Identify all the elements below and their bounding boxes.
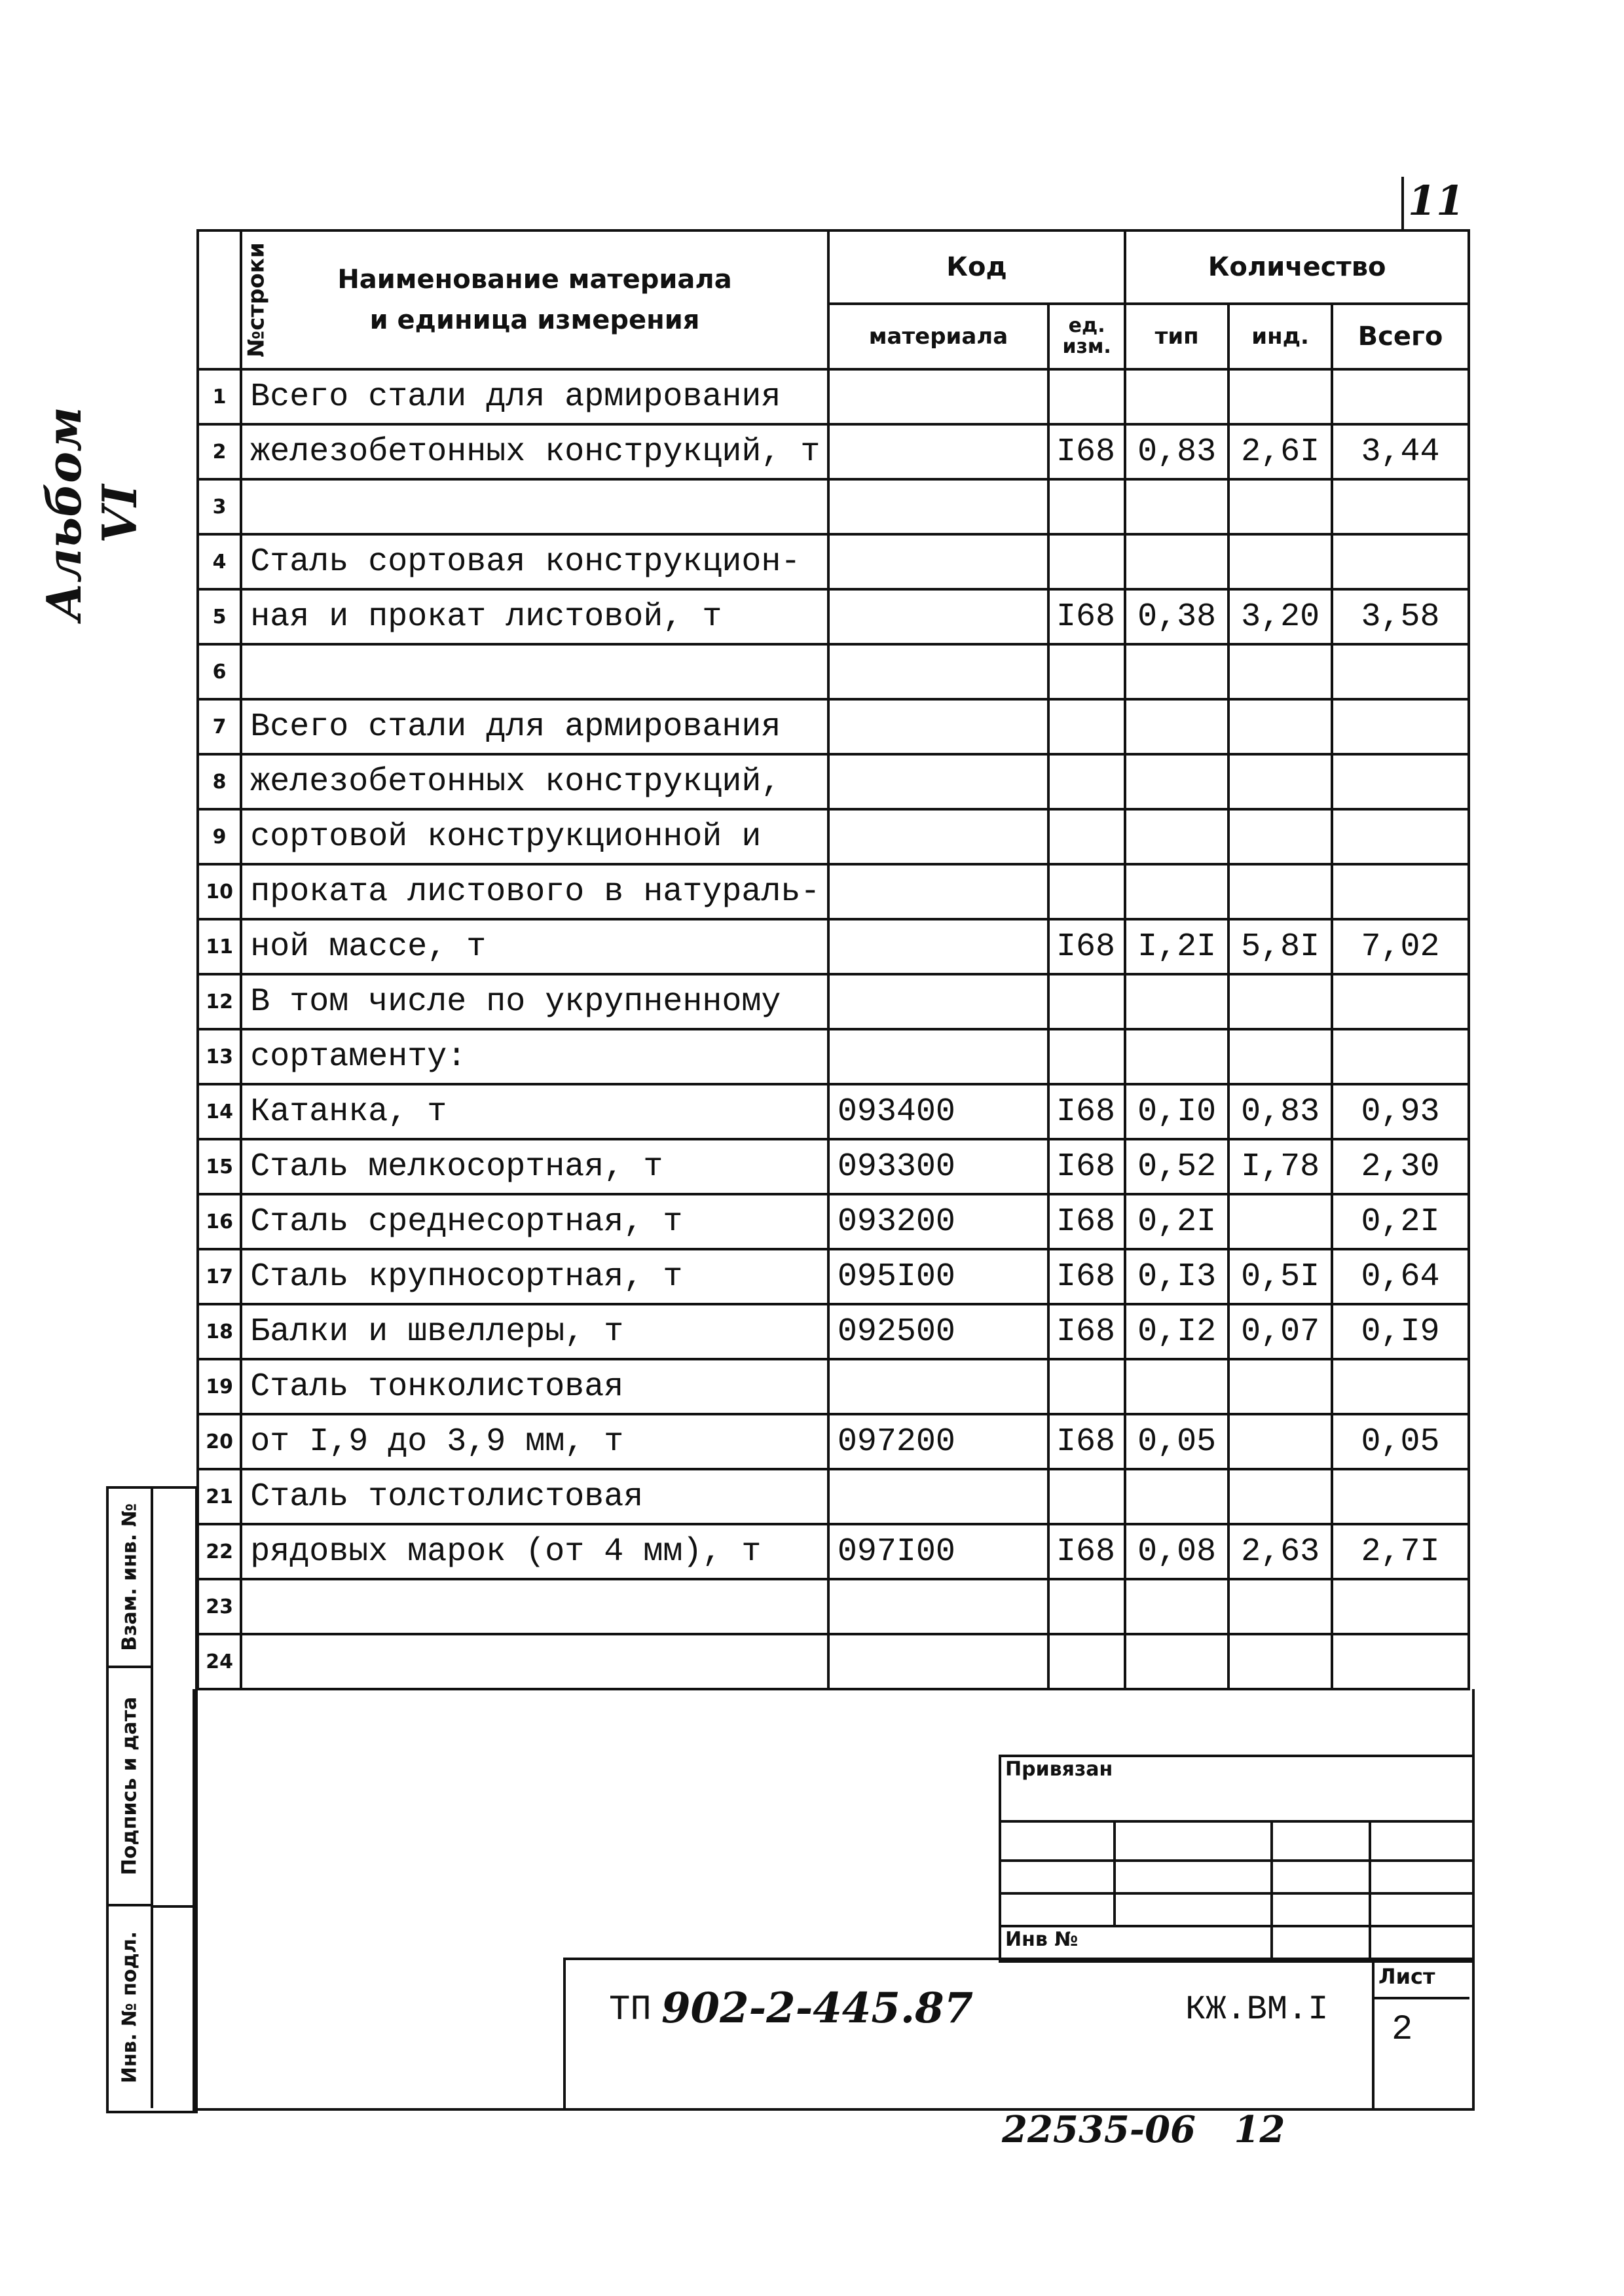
unit-code: I68: [1048, 1304, 1125, 1359]
qty-tip: [1125, 369, 1228, 424]
qty-tip: 0,I2: [1125, 1304, 1228, 1359]
material-code: 092500: [828, 1304, 1048, 1359]
doc-code-prefix: ТП: [609, 1990, 652, 2030]
doc-code-band: [563, 1958, 1475, 2111]
header-code-material: материала: [828, 304, 1048, 369]
qty-tip: [1125, 1634, 1228, 1689]
material-code: 095I00: [828, 1249, 1048, 1304]
material-name: ная и прокат листовой, т: [241, 589, 828, 644]
unit-code: I68: [1048, 589, 1125, 644]
qty-tip: [1125, 479, 1228, 534]
qty-tip: [1125, 1579, 1228, 1634]
qty-ind: I,78: [1228, 1139, 1332, 1194]
table-row: [198, 1139, 1469, 1194]
material-code: [828, 644, 1048, 699]
qty-tip: 0,83: [1125, 424, 1228, 479]
side-cell-vzam: Взам. инв. №: [109, 1489, 151, 1668]
qty-tip: I,2I: [1125, 919, 1228, 974]
qty-ind: [1228, 809, 1332, 864]
qty-tip: [1125, 1469, 1228, 1524]
qty-total: 0,2I: [1332, 1194, 1469, 1249]
unit-code: [1048, 809, 1125, 864]
qty-ind: [1228, 479, 1332, 534]
row-number: 23: [198, 1579, 241, 1634]
qty-ind: [1228, 1469, 1332, 1524]
qty-total: [1332, 754, 1469, 809]
material-name: Сталь мелкосортная, т: [241, 1139, 828, 1194]
material-code: [828, 424, 1048, 479]
qty-total: 0,05: [1332, 1414, 1469, 1469]
material-name: Балки и швеллеры, т: [241, 1304, 828, 1359]
row-number: 7: [198, 699, 241, 754]
material-name: В том числе по укрупненному: [241, 974, 828, 1029]
qty-total: [1332, 974, 1469, 1029]
material-code: [828, 754, 1048, 809]
unit-code: [1048, 369, 1125, 424]
qty-total: 0,64: [1332, 1249, 1469, 1304]
qty-tip: [1125, 1029, 1228, 1084]
unit-code: I68: [1048, 1084, 1125, 1139]
material-code: [828, 369, 1048, 424]
qty-total: [1332, 1634, 1469, 1689]
row-number: 13: [198, 1029, 241, 1084]
table-row: [198, 1194, 1469, 1249]
qty-total: [1332, 369, 1469, 424]
unit-code: [1048, 1359, 1125, 1414]
qty-ind: [1228, 1029, 1332, 1084]
material-code: [828, 589, 1048, 644]
material-code: [828, 479, 1048, 534]
material-code: [828, 1359, 1048, 1414]
qty-ind: 3,20: [1228, 589, 1332, 644]
table-row: [198, 754, 1469, 809]
row-number: 1: [198, 369, 241, 424]
header-quantity: Количество: [1125, 230, 1469, 304]
table-row: [198, 1469, 1469, 1524]
row-number: 11: [198, 919, 241, 974]
qty-tip: [1125, 534, 1228, 589]
table-row: [198, 369, 1469, 424]
qty-total: [1332, 1359, 1469, 1414]
qty-total: 3,58: [1332, 589, 1469, 644]
qty-ind: [1228, 1359, 1332, 1414]
materials-table: [196, 229, 1470, 1690]
table-row: [198, 1524, 1469, 1579]
material-code: 097200: [828, 1414, 1048, 1469]
qty-total: [1332, 1029, 1469, 1084]
material-name: железобетонных конструкций, т: [241, 424, 828, 479]
unit-code: [1048, 1469, 1125, 1524]
qty-ind: [1228, 369, 1332, 424]
table-row: [198, 1084, 1469, 1139]
qty-tip: 0,I0: [1125, 1084, 1228, 1139]
unit-code: [1048, 1634, 1125, 1689]
row-number: 9: [198, 809, 241, 864]
unit-code: I68: [1048, 1524, 1125, 1579]
qty-tip: [1125, 864, 1228, 919]
page-number-bar: [1401, 177, 1404, 229]
qty-total: [1332, 809, 1469, 864]
unit-code: [1048, 974, 1125, 1029]
inv-no-label: Инв №: [1005, 1928, 1079, 1951]
privyazan-label: Привязан: [1005, 1758, 1113, 1781]
material-name: Сталь среднесортная, т: [241, 1194, 828, 1249]
qty-tip: 0,05: [1125, 1414, 1228, 1469]
material-name: Сталь толстолистовая: [241, 1469, 828, 1524]
row-number: 20: [198, 1414, 241, 1469]
qty-total: 7,02: [1332, 919, 1469, 974]
table-row: [198, 1414, 1469, 1469]
qty-tip: 0,38: [1125, 589, 1228, 644]
unit-code: I68: [1048, 1414, 1125, 1469]
material-name: железобетонных конструкций,: [241, 754, 828, 809]
header-row-1: [198, 230, 1469, 304]
table-row: [198, 809, 1469, 864]
table-row: [198, 699, 1469, 754]
unit-code: [1048, 644, 1125, 699]
material-name: от I,9 до 3,9 мм, т: [241, 1414, 828, 1469]
sheet-label: Лист: [1378, 1964, 1435, 1989]
row-number: 3: [198, 479, 241, 534]
unit-code: [1048, 1029, 1125, 1084]
material-code: [828, 1634, 1048, 1689]
qty-ind: [1228, 1194, 1332, 1249]
material-name: [241, 479, 828, 534]
material-name: сортовой конструкционной и: [241, 809, 828, 864]
material-name: [241, 1579, 828, 1634]
material-name: Катанка, т: [241, 1084, 828, 1139]
qty-ind: [1228, 754, 1332, 809]
qty-ind: [1228, 864, 1332, 919]
header-name: Наименование материала и единица измерения: [241, 230, 828, 369]
table-row: [198, 1579, 1469, 1634]
row-number: 6: [198, 644, 241, 699]
material-name: Всего стали для армирования: [241, 699, 828, 754]
material-code: [828, 919, 1048, 974]
qty-ind: 0,83: [1228, 1084, 1332, 1139]
material-code: [828, 1469, 1048, 1524]
qty-tip: [1125, 1359, 1228, 1414]
material-name: Сталь сортовая конструкцион-: [241, 534, 828, 589]
header-q-ind: инд.: [1228, 304, 1332, 369]
row-number: 2: [198, 424, 241, 479]
qty-tip: [1125, 809, 1228, 864]
qty-total: 0,I9: [1332, 1304, 1469, 1359]
material-name: рядовых марок (от 4 мм), т: [241, 1524, 828, 1579]
header-row-no: №строки: [198, 230, 241, 369]
sheet-number: 2: [1392, 2010, 1413, 2050]
material-code: 093300: [828, 1139, 1048, 1194]
unit-code: [1048, 1579, 1125, 1634]
header-q-total: Всего: [1332, 304, 1469, 369]
qty-ind: [1228, 974, 1332, 1029]
side-cell-podpis: Подпись и дата: [109, 1668, 151, 1906]
unit-code: [1048, 699, 1125, 754]
unit-code: [1048, 479, 1125, 534]
material-name: [241, 1634, 828, 1689]
qty-tip: 0,2I: [1125, 1194, 1228, 1249]
qty-tip: 0,08: [1125, 1524, 1228, 1579]
qty-ind: 5,8I: [1228, 919, 1332, 974]
material-name: проката листового в натураль-: [241, 864, 828, 919]
qty-tip: 0,I3: [1125, 1249, 1228, 1304]
qty-ind: [1228, 534, 1332, 589]
qty-tip: [1125, 754, 1228, 809]
header-unit: ед. изм.: [1048, 304, 1125, 369]
material-code: [828, 534, 1048, 589]
row-number: 4: [198, 534, 241, 589]
doc-mark: КЖ.ВМ.I: [1185, 1990, 1329, 2029]
table-row: [198, 1634, 1469, 1689]
material-name: сортаменту:: [241, 1029, 828, 1084]
row-number: 19: [198, 1359, 241, 1414]
table-row: [198, 1029, 1469, 1084]
table-row: [198, 424, 1469, 479]
qty-ind: 0,07: [1228, 1304, 1332, 1359]
row-number: 14: [198, 1084, 241, 1139]
qty-ind: [1228, 1579, 1332, 1634]
qty-total: [1332, 1579, 1469, 1634]
qty-ind: 2,63: [1228, 1524, 1332, 1579]
unit-code: I68: [1048, 1139, 1125, 1194]
material-code: 093200: [828, 1194, 1048, 1249]
table-row: [198, 644, 1469, 699]
table-row: [198, 919, 1469, 974]
row-number: 18: [198, 1304, 241, 1359]
row-number: 16: [198, 1194, 241, 1249]
material-code: [828, 809, 1048, 864]
material-code: [828, 864, 1048, 919]
qty-tip: [1125, 699, 1228, 754]
qty-ind: [1228, 644, 1332, 699]
material-name: Всего стали для армирования: [241, 369, 828, 424]
side-cell-inv-podl: Инв. № подл.: [118, 1931, 141, 2084]
side-stamp: [106, 1486, 198, 2113]
row-number: 22: [198, 1524, 241, 1579]
qty-total: 2,30: [1332, 1139, 1469, 1194]
row-number: 21: [198, 1469, 241, 1524]
qty-total: [1332, 1469, 1469, 1524]
material-code: 093400: [828, 1084, 1048, 1139]
table-row: [198, 534, 1469, 589]
unit-code: I68: [1048, 1249, 1125, 1304]
unit-code: I68: [1048, 424, 1125, 479]
qty-total: 0,93: [1332, 1084, 1469, 1139]
unit-code: [1048, 864, 1125, 919]
qty-ind: [1228, 1634, 1332, 1689]
material-name: [241, 644, 828, 699]
material-code: [828, 1029, 1048, 1084]
material-code: [828, 1579, 1048, 1634]
table-row: [198, 864, 1469, 919]
row-number: 17: [198, 1249, 241, 1304]
material-code: 097I00: [828, 1524, 1048, 1579]
material-name: ной массе, т: [241, 919, 828, 974]
unit-code: I68: [1048, 919, 1125, 974]
material-name: Сталь крупносортная, т: [241, 1249, 828, 1304]
qty-tip: 0,52: [1125, 1139, 1228, 1194]
unit-code: [1048, 534, 1125, 589]
qty-total: [1332, 534, 1469, 589]
qty-tip: [1125, 974, 1228, 1029]
page-number: 11: [1408, 177, 1465, 225]
qty-total: [1332, 699, 1469, 754]
unit-code: [1048, 754, 1125, 809]
row-number: 5: [198, 589, 241, 644]
qty-ind: [1228, 699, 1332, 754]
material-name: Сталь тонколистовая: [241, 1359, 828, 1414]
qty-ind: 2,6I: [1228, 424, 1332, 479]
footer-number: 22535-06 12: [1002, 2108, 1285, 2151]
qty-total: [1332, 644, 1469, 699]
qty-total: [1332, 479, 1469, 534]
table-row: [198, 1304, 1469, 1359]
doc-code: 902-2-445.87: [661, 1984, 974, 2033]
row-number: 15: [198, 1139, 241, 1194]
qty-total: 3,44: [1332, 424, 1469, 479]
qty-ind: [1228, 1414, 1332, 1469]
table-row: [198, 479, 1469, 534]
table-row: [198, 1249, 1469, 1304]
material-code: [828, 699, 1048, 754]
row-number: 24: [198, 1634, 241, 1689]
qty-total: [1332, 864, 1469, 919]
header-code: Код: [828, 230, 1125, 304]
qty-total: 2,7I: [1332, 1524, 1469, 1579]
row-number: 12: [198, 974, 241, 1029]
table-row: [198, 974, 1469, 1029]
album-label: Альбом VI: [36, 407, 147, 621]
material-code: [828, 974, 1048, 1029]
row-number: 8: [198, 754, 241, 809]
header-q-tip: тип: [1125, 304, 1228, 369]
table-row: [198, 1359, 1469, 1414]
table-row: [198, 589, 1469, 644]
qty-tip: [1125, 644, 1228, 699]
unit-code: I68: [1048, 1194, 1125, 1249]
row-number: 10: [198, 864, 241, 919]
qty-ind: 0,5I: [1228, 1249, 1332, 1304]
